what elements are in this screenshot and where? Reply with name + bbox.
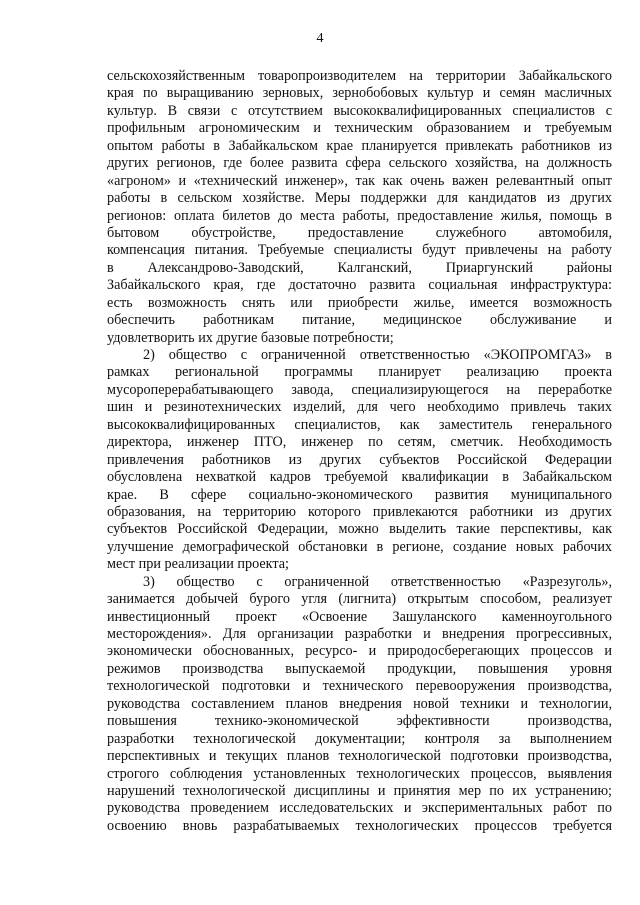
text-line: технологической подготовки и технического перевооружения производства, [107, 678, 612, 695]
text-line: руководства проведением исследовательских и экспериментальных работ по [107, 800, 612, 817]
text-line: края по выращиванию зерновых, зернобобовых культур и семян масличных [107, 85, 612, 102]
text-line: экономически обоснованных, ресурсо- и природосберегающих процессов и [107, 643, 612, 660]
text-line: мест при реализации проекта; [107, 556, 289, 573]
text-line: удовлетворить их другие базовые потребности; [107, 329, 394, 346]
text-line: есть возможность снять или приобрести жилье, имеется возможность [107, 294, 612, 311]
text-line: образования, на территорию которого привлекаются работники из других [107, 503, 612, 520]
text-line: рамках региональной программы планирует реализацию проекта [107, 364, 612, 381]
text-line: крае. В сфере социально-экономического развития муниципального [107, 486, 612, 503]
text-line: обеспечить работникам питание, медицинское обслуживание и [107, 312, 612, 329]
text-line: разработки технологической документации; контроля за выполнением [107, 730, 612, 747]
text-line: компенсация питания. Требуемые специалисты будут привлечены на работу [107, 242, 612, 259]
text-line: «агроном» и «технический инженер», так как очень важен релевантный опыт [107, 172, 612, 189]
text-line: инвестиционный проект «Освоение Зашуланского каменноугольного [107, 608, 612, 625]
text-line: месторождения». Для организации разработки и внедрения прогрессивных, [107, 626, 612, 642]
text-line: Забайкальского края, где достаточно развита социальная инфраструктура: [107, 277, 612, 294]
text-line: освоению вновь разрабатываемых технологических процессов требуется [107, 817, 612, 834]
text-line: повышения технико-экономической эффективности производства, [107, 713, 612, 730]
text-line: сельскохозяйственным товаропроизводителем на территории Забайкальского [107, 68, 612, 84]
text-line: 3) общество с ограниченной ответственностью «Разрезуголь», [143, 573, 612, 590]
text-line: перспективных и текущих планов технологической подготовки производства, [107, 748, 612, 765]
text-line: субъектов Российской Федерации, можно выделить такие перспективы, как [107, 521, 612, 538]
text-line: руководства составлением планов внедрения новой техники и технологии, [107, 695, 612, 712]
text-line: режимов производства выпускаемой продукции, повышения уровня [107, 660, 612, 677]
text-line: работы в сельском хозяйстве. Меры поддержки для кандидатов из других [107, 190, 612, 207]
text-line: высококвалифицированных специалистов, как заместитель генерального [107, 416, 612, 433]
text-line: 2) общество с ограниченной ответственностью «ЭКОПРОМГАЗ» в [143, 347, 612, 363]
page-number: 4 [316, 31, 324, 46]
text-line: привлечения работников из других субъектов Российской Федерации [107, 451, 612, 468]
text-line: в Александрово-Заводский, Калганский, Приаргунский районы [107, 259, 612, 276]
text-line: мусороперерабатывающего завода, специализирующегося на переработке [107, 381, 612, 398]
text-line: нарушений технологической дисциплины и принятия мер по их устранению; [107, 782, 612, 799]
text-line: строгого соблюдения установленных технологических процессов, выявления [107, 765, 612, 782]
text-line: регионов: оплата билетов до места работы, предоставление жилья, помощь в [107, 207, 612, 224]
text-line: профильным агрономическим и техническим образованием и требуемым [107, 120, 612, 137]
text-line: культур. В связи с отсутствием высококвалифицированных специалистов с [107, 102, 612, 119]
document-body [107, 68, 612, 835]
text-line: занимается добычей бурого угля (лигнита) открытым способом, реализует [107, 591, 612, 608]
text-line: опытом работы в Забайкальском крае планируется привлекать работников из [107, 137, 612, 154]
text-line: директора, инженер ПТО, инженер по сетям, сметчик. Необходимость [107, 434, 612, 451]
text-line: других регионов, где более развита сфера сельского хозяйства, на должность [107, 155, 612, 172]
text-line: шин и резинотехнических изделий, для чего необходимо привлечь таких [107, 399, 612, 416]
text-line: обусловлена нехваткой кадров требуемой квалификации в Забайкальском [107, 469, 612, 486]
text-line: улучшение демографической обстановки в регионе, создание новых рабочих [107, 538, 612, 555]
text-line: бытовом обустройстве, предоставление служебного автомобиля, [107, 224, 612, 241]
